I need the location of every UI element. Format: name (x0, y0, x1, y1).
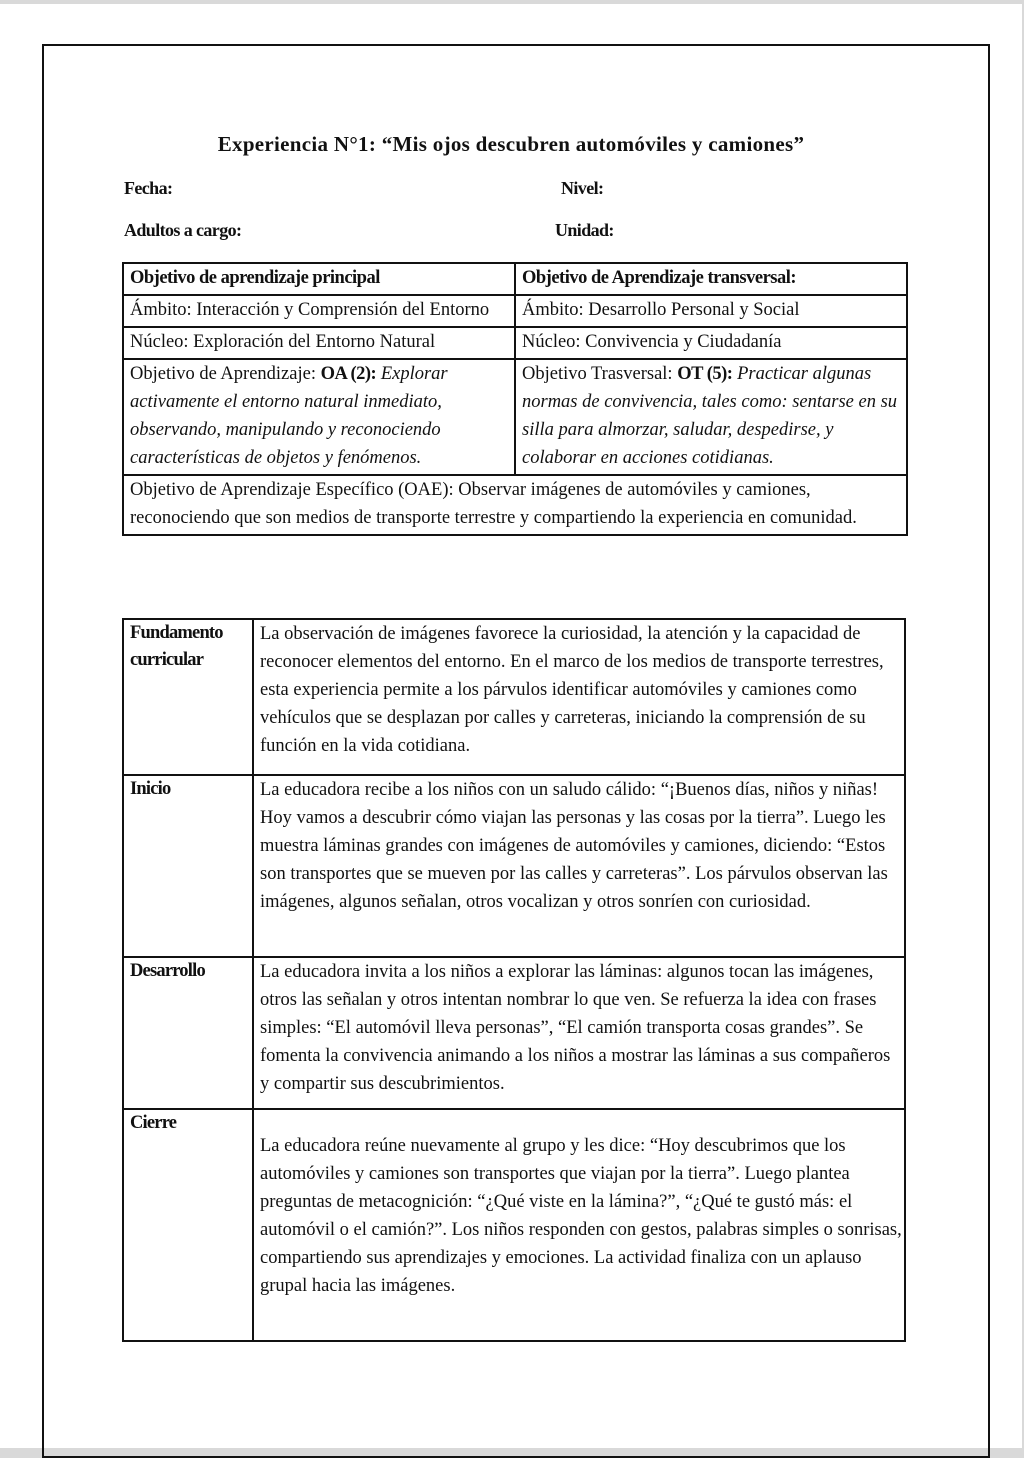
table-row (123, 775, 905, 957)
inicio-text: La educadora recibe a los niños con un saludo cálido: “¡Buenos días, niños y niñas! Hoy vamos a descubrir cómo viajan las personas y las cosas por la tierra”. Luego les muestra láminas grandes con imágenes de automóviles y camiones, diciendo: “Estos son transportes que se mueven por las calles y carreteras”. Los párvulos observan las imágenes, algunos señalan, otros vocalizan y otros sonríen con curiosidad. (253, 775, 905, 957)
oa-text: Explorar activamente el entorno natural inmediato, observando, manipulando y reconociendo características de objetos y fenómenos. (130, 364, 448, 468)
desarrollo-text: La educadora invita a los niños a explorar las láminas: algunos tocan las imágenes, otros las señalan y otros intentan nombrar lo que ven. Se refuerza la idea con frases simples: “El automóvil lleva personas”, “El camión transporta cosas grandes”. Se fomenta la convivencia animando a los niños a mostrar las láminas a sus compañeros y compartir sus descubrimientos. (253, 957, 905, 1109)
objective-transversal-header: Objetivo de Aprendizaje transversal: (515, 263, 907, 295)
left-oa-cell (123, 359, 515, 475)
fecha-label: Fecha: (124, 178, 173, 198)
ot-text: Practicar algunas normas de convivencia, tales como: sentarse en su silla para almorzar, saludar, despedirse, y colaborar en acciones cotidianas. (522, 364, 898, 468)
right-ambito: Ámbito: Desarrollo Personal y Social (515, 295, 907, 327)
cierre-label: Cierre (123, 1109, 253, 1341)
objectives-table (122, 262, 908, 536)
ot-code: OT (5): (677, 364, 733, 384)
page-title: Experiencia N°1: “Mis ojos descubren automóviles y camiones” (217, 132, 805, 156)
left-nucleo: Núcleo: Exploración del Entorno Natural (123, 327, 515, 359)
adultos-label: Adultos a cargo: (124, 220, 242, 240)
unidad-label: Unidad: (555, 220, 614, 240)
table-row (123, 1109, 905, 1341)
inicio-label: Inicio (123, 775, 253, 957)
nivel-label: Nivel: (561, 178, 604, 198)
table-row (123, 619, 905, 775)
table-row (123, 957, 905, 1109)
cierre-text: La educadora reúne nuevamente al grupo y les dice: “Hoy descubrimos que los automóviles y camiones son transportes que viajan por la tierra”. Luego plantea preguntas de metacognición: “¿Qué viste en la lámina?”, “¿Qué te gustó más: el automóvil o el camión?”. Los niños responden con gestos, palabras simples o sonrisas, compartiendo sus aprendizajes y emociones. La actividad finaliza con un aplauso grupal hacia las imágenes. (253, 1109, 905, 1341)
objective-main-header: Objetivo de aprendizaje principal (123, 263, 515, 295)
ot-prefix: Objetivo Trasversal: (522, 364, 673, 384)
fundamento-text: La observación de imágenes favorece la curiosidad, la atención y la capacidad de reconocer elementos del entorno. En el marco de los medios de transporte terrestres, esta experiencia permite a los párvulos identificar automóviles y camiones como vehículos que se desplazan por calles y carreteras, iniciando la comprensión de su función en la vida cotidiana. (253, 619, 905, 775)
oae-cell: Objetivo de Aprendizaje Específico (OAE): Observar imágenes de automóviles y camiones, reconociendo que son medios de transporte terrestre y compartiendo la experiencia en comunidad. (123, 475, 907, 535)
right-nucleo: Núcleo: Convivencia y Ciudadanía (515, 327, 907, 359)
left-ambito: Ámbito: Interacción y Comprensión del Entorno (123, 295, 515, 327)
document-page (0, 4, 1022, 1448)
oa-prefix: Objetivo de Aprendizaje: (130, 364, 316, 384)
oa-code: OA (2): (320, 364, 377, 384)
plan-table (122, 618, 906, 1342)
desarrollo-label: Desarrollo (123, 957, 253, 1109)
right-ot-cell (515, 359, 907, 475)
fundamento-label: Fundamento curricular (123, 619, 253, 775)
